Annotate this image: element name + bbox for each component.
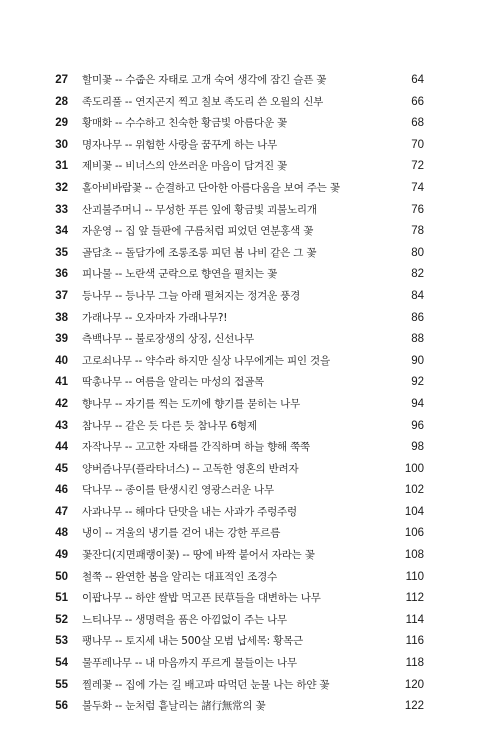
toc-entry[interactable] <box>44 178 424 200</box>
entry-title: 가래나무 -- 오자마자 가래나무?! <box>82 311 228 324</box>
table-of-contents <box>44 70 424 718</box>
entry-page-number: 72 <box>411 160 424 173</box>
entry-number: 48 <box>55 527 68 540</box>
entry-page-number: 108 <box>404 549 424 562</box>
entry-title: 꽃잔디(지면패랭이꽃) -- 땅에 바짝 붙어서 자라는 꽃 <box>82 549 315 562</box>
entry-title: 냉이 -- 겨울의 냉기를 걷어 내는 강한 푸르름 <box>82 527 281 540</box>
entry-number: 31 <box>55 160 68 173</box>
entry-number: 52 <box>55 613 68 626</box>
toc-entry[interactable] <box>44 459 424 481</box>
entry-number: 49 <box>55 549 68 562</box>
toc-entry[interactable] <box>44 588 424 610</box>
entry-title: 할미꽃 -- 수줍은 자태로 고개 숙여 생각에 잠긴 슬픈 꽃 <box>82 74 327 86</box>
entry-title: 자운영 -- 집 앞 들판에 구름처럼 피었던 연분홍색 꽃 <box>82 225 314 238</box>
toc-entry[interactable] <box>44 480 424 502</box>
entry-page-number: 76 <box>411 203 424 216</box>
toc-entry[interactable] <box>44 523 424 545</box>
entry-page-number: 82 <box>411 268 424 281</box>
toc-entry[interactable] <box>44 675 424 697</box>
toc-entry[interactable] <box>44 308 424 330</box>
entry-number: 47 <box>55 505 68 518</box>
entry-title: 제비꽃 -- 비너스의 안쓰러운 마음이 담겨진 꽃 <box>82 160 287 173</box>
entry-page-number: 90 <box>411 354 424 367</box>
entry-title: 자작나무 -- 고고한 자태를 간직하며 하늘 향해 쭉쭉 <box>82 441 311 454</box>
entry-title: 홀아비바람꽃 -- 순결하고 단아한 아름다움을 보여 주는 꽃 <box>82 181 340 194</box>
entry-number: 33 <box>55 203 68 216</box>
toc-entry[interactable] <box>44 286 424 308</box>
entry-page-number: 104 <box>404 505 424 518</box>
entry-number: 42 <box>55 397 68 410</box>
entry-title: 닥나무 -- 종이를 탄생시킨 영광스러운 나무 <box>82 484 274 497</box>
entry-page-number: 80 <box>411 246 424 259</box>
entry-page-number: 112 <box>405 592 424 605</box>
entry-page-number: 114 <box>405 613 424 626</box>
entry-page-number: 84 <box>411 289 424 302</box>
entry-number: 50 <box>55 570 68 583</box>
entry-title: 불두화 -- 눈처럼 흩날리는 諸行無常의 꽃 <box>82 700 266 713</box>
toc-entry[interactable] <box>44 92 424 114</box>
toc-entry[interactable] <box>44 221 424 243</box>
toc-entry[interactable] <box>44 631 424 653</box>
toc-entry[interactable] <box>44 502 424 524</box>
entry-number: 32 <box>55 181 68 194</box>
entry-page-number: 106 <box>404 527 424 540</box>
entry-title: 철쭉 -- 완연한 봄을 알리는 대표적인 조경수 <box>82 570 278 583</box>
entry-title: 명자나무 -- 위험한 사랑을 꿈꾸게 하는 나무 <box>82 138 278 151</box>
entry-number: 28 <box>55 95 68 108</box>
entry-title: 골담초 -- 돌담가에 조롱조롱 피던 봄 나비 같은 그 꽃 <box>82 246 317 259</box>
entry-title: 피나물 -- 노란색 군락으로 향연을 펼치는 꽃 <box>82 268 278 281</box>
entry-page-number: 94 <box>411 397 424 410</box>
entry-title: 찔레꽃 -- 집에 가는 길 배고파 따먹던 눈물 나는 하얀 꽃 <box>82 678 330 691</box>
entry-number: 46 <box>55 484 68 497</box>
entry-title: 양버즘나무(플라타너스) -- 고독한 영혼의 반려자 <box>82 462 299 475</box>
entry-page-number: 92 <box>411 376 424 389</box>
toc-entry[interactable] <box>44 113 424 135</box>
entry-title: 이팝나무 -- 하얀 쌀밥 먹고픈 民草들을 대변하는 나무 <box>82 592 321 605</box>
entry-number: 56 <box>55 700 68 713</box>
toc-entry[interactable] <box>44 696 424 718</box>
entry-page-number: 74 <box>411 181 424 194</box>
entry-number: 41 <box>55 376 68 389</box>
entry-title: 등나무 -- 등나무 그늘 아래 펼쳐지는 정겨운 풍경 <box>82 289 301 302</box>
entry-title: 황매화 -- 수수하고 친숙한 황금빛 아름다운 꽃 <box>82 117 287 130</box>
entry-number: 38 <box>55 311 68 324</box>
toc-entry[interactable] <box>44 243 424 265</box>
entry-page-number: 98 <box>411 441 424 454</box>
entry-title: 느티나무 -- 생명력을 품은 아낌없이 주는 나무 <box>82 613 287 626</box>
toc-entry[interactable] <box>44 545 424 567</box>
entry-number: 54 <box>55 657 68 670</box>
toc-entry[interactable] <box>44 156 424 178</box>
toc-entry[interactable] <box>44 437 424 459</box>
entry-number: 45 <box>55 462 68 475</box>
entry-title: 참나무 -- 같은 듯 다른 듯 참나무 6형제 <box>82 419 257 432</box>
entry-page-number: 64 <box>411 74 424 86</box>
toc-entry[interactable] <box>44 351 424 373</box>
entry-title: 물푸레나무 -- 내 마음까지 푸르게 물들이는 나무 <box>82 657 297 670</box>
entry-page-number: 122 <box>404 700 424 713</box>
toc-entry[interactable] <box>44 264 424 286</box>
entry-number: 35 <box>55 246 68 259</box>
entry-page-number: 70 <box>411 138 424 151</box>
toc-entry[interactable] <box>44 200 424 222</box>
toc-entry[interactable] <box>44 329 424 351</box>
toc-entry[interactable] <box>44 394 424 416</box>
toc-entry[interactable] <box>44 70 424 92</box>
entry-page-number: 96 <box>411 419 424 432</box>
entry-page-number: 88 <box>411 333 424 346</box>
entry-page-number: 110 <box>405 570 424 583</box>
entry-title: 사과나무 -- 해마다 단맛을 내는 사과가 주렁주렁 <box>82 505 297 518</box>
entry-page-number: 102 <box>404 484 424 497</box>
entry-number: 44 <box>55 441 68 454</box>
entry-page-number: 100 <box>404 462 424 475</box>
entry-number: 51 <box>55 592 68 605</box>
entry-number: 36 <box>55 268 68 281</box>
entry-number: 39 <box>55 333 68 346</box>
entry-page-number: 116 <box>405 635 424 648</box>
toc-entry[interactable] <box>44 567 424 589</box>
entry-title: 향나무 -- 자기를 찍는 도끼에 향기를 묻히는 나무 <box>82 397 301 410</box>
entry-page-number: 120 <box>404 678 424 691</box>
toc-entry[interactable] <box>44 372 424 394</box>
entry-number: 30 <box>55 138 68 151</box>
entry-page-number: 78 <box>411 225 424 238</box>
toc-entry[interactable] <box>44 653 424 675</box>
entry-title: 산괴불주머니 -- 무성한 푸른 잎에 황금빛 괴불노리개 <box>82 203 317 216</box>
entry-page-number: 86 <box>411 311 424 324</box>
entry-number: 27 <box>55 74 68 86</box>
entry-page-number: 66 <box>411 95 424 108</box>
entry-title: 측백나무 -- 불로장생의 상징, 신선나무 <box>82 333 255 346</box>
entry-number: 40 <box>55 354 68 367</box>
entry-title: 고로쇠나무 -- 약수라 하지만 실상 나무에게는 피인 것을 <box>82 354 330 367</box>
entry-number: 43 <box>55 419 68 432</box>
entry-page-number: 68 <box>411 117 424 130</box>
entry-number: 53 <box>55 635 68 648</box>
toc-entry[interactable] <box>44 416 424 438</box>
entry-title: 족도리풀 -- 연지곤지 찍고 칠보 족도리 쓴 오월의 신부 <box>82 95 324 108</box>
toc-entry[interactable] <box>44 610 424 632</box>
entry-page-number: 118 <box>405 657 424 670</box>
entry-title: 딱총나무 -- 여름을 알리는 마성의 접골목 <box>82 376 264 389</box>
toc-entry[interactable] <box>44 135 424 157</box>
entry-title: 팽나무 -- 토지세 내는 500살 모범 납세목: 황목근 <box>82 635 303 648</box>
entry-number: 55 <box>55 678 68 691</box>
entry-number: 34 <box>55 225 68 238</box>
entry-number: 37 <box>55 289 68 302</box>
entry-number: 29 <box>55 117 68 130</box>
